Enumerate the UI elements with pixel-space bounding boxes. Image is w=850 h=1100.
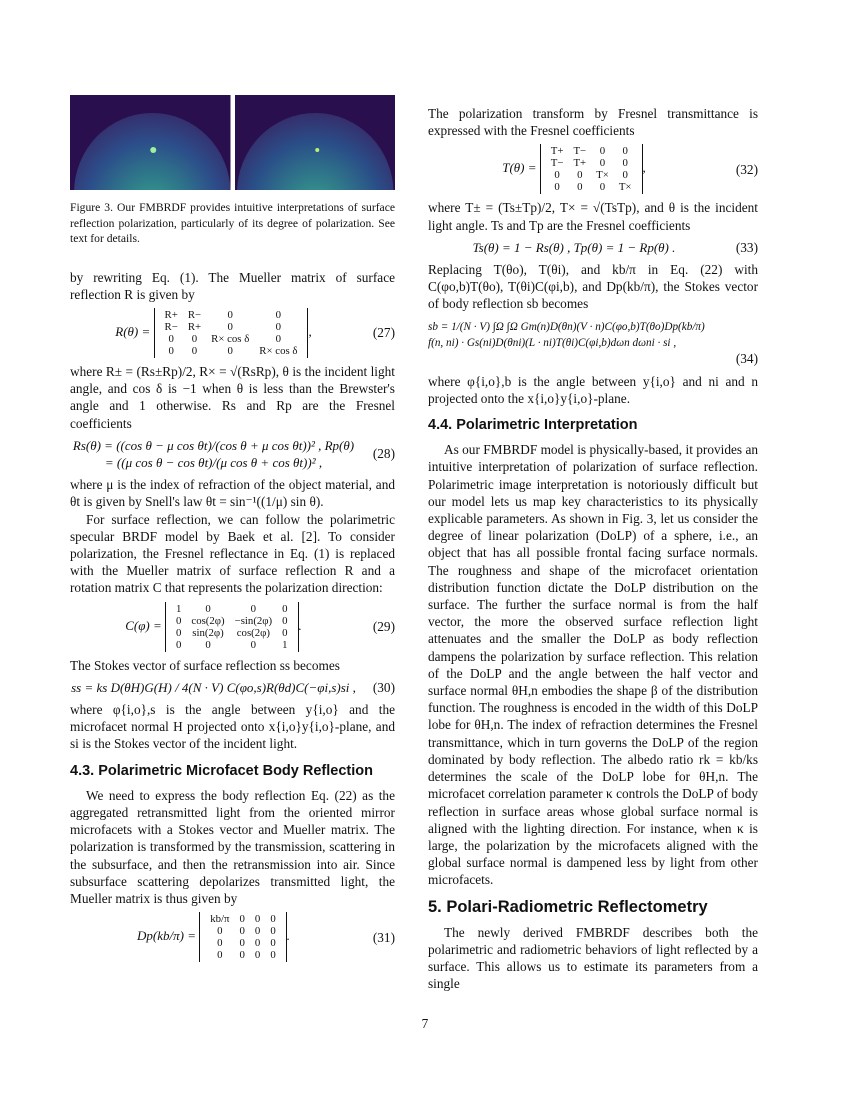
matrix-cell: 0 xyxy=(254,949,261,962)
matrix-cell: 0 xyxy=(554,181,560,194)
matrix-cell: 0 xyxy=(227,344,233,357)
matrix-cell: 0 xyxy=(599,145,606,158)
matrix-cell: 0 xyxy=(191,332,198,345)
equation-lhs: R(θ) = xyxy=(115,323,151,339)
matrix-cell: R+ xyxy=(187,320,202,333)
matrix-cell: T+ xyxy=(550,145,564,158)
matrix-cell: T− xyxy=(573,145,587,158)
matrix-cell: 1 xyxy=(282,638,288,651)
matrix-cell: 0 xyxy=(282,626,288,639)
matrix-cell: 0 xyxy=(275,332,282,345)
equation-lhs: T(θ) = xyxy=(502,160,537,176)
right-column xyxy=(428,105,758,993)
matrix-cell: 0 xyxy=(250,638,257,651)
figure-panel-right xyxy=(235,95,396,190)
paragraph-text: For surface reflection, we can follow the polarimetric specular BRDF model by Baek et al. [2]. To consider polarization, the Fresnel reflectance in Eq. (1) is replaced with the Mueller matrix of surface reflection R and a rotation matrix C that represents the polarization direction: xyxy=(70,511,395,596)
section-heading: 4.4. Polarimetric Interpretation xyxy=(428,417,638,434)
matrix-cell: 0 xyxy=(254,925,261,938)
matrix-cell: 0 xyxy=(217,925,223,938)
paragraph-text: As our FMBRDF model is physically-based, it provides an intuitive interpretation of polarization of surface reflection. Polarimetric image interpretation is notoriously difficult but our model lets us map key characteristics to its physically explicable parameters. As shown in Fig. 3, let us consider the degree of linear polarization (DoLP) of a sphere, i.e., an object that has all possible frontal facing surface normals. The roughness and shape of the microfacet orientation distribution function dictate the DoLP distribution on the surface. The further the surface normal is from the half vector, the more the observed surface reflection light attenuates and the smaller the DoLP as body reflection dampens the polarization by surface reflection. This relation of the DoLP and the angle between the half vector and surface normal θH,n embodies the shape β of the distribution function. The roughness is encoded in the width of this DoLP lobe for θH,n. The index of refraction determines the Fresnel transmittance, which in turn governs the DoLP of the region dominated by body reflection. The albedo ratio rk = kb/ks determines the scale of the DoLP lobe for θH,n. The microfacet correlation parameter κ controls the DoLP of body reflection in surface areas whose global surface normal is aligned with the lighting direction. For instance, when κ is large, the polarization by the microfacets aligned with the global surface normal is dampened less by light from other microfacets. xyxy=(428,442,758,888)
left-column xyxy=(70,95,395,967)
matrix-cell: 0 xyxy=(239,913,245,926)
matrix-cell: 0 xyxy=(275,320,282,333)
matrix-cell: 0 xyxy=(205,638,211,651)
equation-number: (33) xyxy=(735,239,758,255)
matrix-cell: T× xyxy=(596,169,609,182)
matrix-cell: 0 xyxy=(599,181,606,194)
paragraph xyxy=(428,441,758,888)
matrix-cell: R− xyxy=(164,320,178,333)
matrix-cell: 1 xyxy=(176,602,182,615)
matrix-c xyxy=(165,602,299,652)
equation-number: (30) xyxy=(372,679,395,695)
equation-line: sb = 1/(N · V) ∫Ω ∫Ω Gm(n)D(θn)(V · n)C(φo,b)T(θo)Dp(kb/π) xyxy=(428,320,705,333)
matrix-cell: R+ xyxy=(164,308,178,321)
paragraph: The Stokes vector of surface reflection ss becomes xyxy=(70,657,340,673)
matrix-r xyxy=(154,308,309,358)
section-heading: 5. Polari-Radiometric Reflectometry xyxy=(428,897,708,916)
matrix-cell: 0 xyxy=(191,344,198,357)
matrix-cell: R− xyxy=(187,308,202,321)
matrix-cell: 0 xyxy=(577,169,583,182)
matrix-cell: 0 xyxy=(217,949,223,962)
equation-body: Ts(θ) = 1 − Rs(θ) , Tp(θ) = 1 − Rp(θ) . xyxy=(472,239,676,255)
matrix-cell: T− xyxy=(550,157,564,170)
matrix-cell: 0 xyxy=(599,157,606,170)
matrix-cell: 0 xyxy=(270,925,276,938)
equation-31: Dp(kb/π) = kb/π 0 0 0 0 0 0 0 0 0 0 0 0 0 0 0 . (31) xyxy=(137,913,395,962)
equation-34 xyxy=(428,319,758,367)
matrix-cell: −sin(2φ) xyxy=(234,614,273,627)
equation-number: (32) xyxy=(735,161,758,177)
paragraph: where T± = (Ts±Tp)/2, T× = √(TsTp), and θ is the incident light angle. Ts and Tp are the Fresnel coefficients xyxy=(428,200,758,233)
matrix-cell: cos(2φ) xyxy=(236,626,270,639)
paragraph: Replacing T(θo), T(θi), and kb/π in Eq. (22) with C(φo,b)T(θo), T(θi)C(φi,b), and Dp(kb/π), the Stokes vector of body reflection sb becomes xyxy=(428,262,758,312)
figure-caption: Figure 3. Our FMBRDF provides intuitive interpretations of surface reflection polarization, particularly of its degree of polarization. See text for details. xyxy=(70,201,395,245)
matrix-cell: 0 xyxy=(239,949,245,962)
matrix-cell: 0 xyxy=(270,937,276,950)
paragraph: The polarization transform by Fresnel transmittance is expressed with the Fresnel coefficients xyxy=(428,106,758,139)
matrix-cell: sin(2φ) xyxy=(192,626,224,639)
equation-30 xyxy=(70,679,395,696)
matrix-cell: 0 xyxy=(176,626,182,639)
matrix-cell: T× xyxy=(618,181,632,194)
matrix-cell: 0 xyxy=(168,332,174,345)
equation-28 xyxy=(70,437,395,471)
equation-33 xyxy=(428,239,758,256)
matrix-cell: 0 xyxy=(227,320,233,333)
equation-number: (34) xyxy=(735,350,758,366)
paragraph xyxy=(70,787,395,907)
matrix-cell: 0 xyxy=(282,614,288,627)
paragraph: where φ{i,o},s is the angle between y{i,o} and the microfacet normal H projected onto x{i,o}y{i,o}-plane, and si is the Stokes vector of the incident light. xyxy=(70,701,395,752)
paragraph xyxy=(428,924,758,993)
matrix-cell: 0 xyxy=(217,937,223,950)
equation-number: (31) xyxy=(372,929,395,945)
equation-lhs: Dp(kb/π) = xyxy=(137,928,196,944)
paragraph-text: We need to express the body reflection Eq. (22) as the aggregated retransmitted light from the oriented mirror microfacets with a Stokes vector and Mueller matrix. The polarization is transformed by the transmission, scattering in the subsurface, and then the retransmission into air. Since subsurface scattering depolarizes transmitted light, the Mueller matrix is thus given by xyxy=(70,787,395,906)
matrix-cell: 0 xyxy=(239,925,245,938)
paragraph: where R± = (Rs±Rp)/2, R× = √(RsRp), θ is the incident light angle, and cos δ is −1 when θ is less than the Brewster's angle and 1 otherwise. Rs and Rp are the Fresnel coefficients xyxy=(70,363,395,431)
equation-body: Rs(θ) = ((cos θ − μ cos θt)/(cos θ + μ cos θt))² , Rp(θ) = ((μ cos θ − cos θt)/(μ cos θ + cos θt))² , xyxy=(72,437,355,470)
matrix-cell: 0 xyxy=(227,308,233,321)
matrix-t xyxy=(540,144,643,194)
matrix-cell: cos(2φ) xyxy=(191,614,225,627)
matrix-cell: 0 xyxy=(254,913,261,926)
equation-body: ss = ks D(θH)G(H) / 4(N · V) C(φo,s)R(θd)C(−φi,s)si , xyxy=(71,679,356,695)
matrix-cell: 0 xyxy=(622,145,628,158)
matrix-cell: R× cos δ xyxy=(211,332,250,345)
matrix-cell: 0 xyxy=(205,602,211,615)
matrix-cell: 0 xyxy=(622,169,628,182)
matrix-cell: 0 xyxy=(554,169,560,182)
matrix-cell: 0 xyxy=(275,308,282,321)
matrix-cell: 0 xyxy=(270,949,276,962)
equation-32: T(θ) = T+ T− 0 0 T− T+ 0 0 0 0 T× 0 0 0 0 T× , (32) xyxy=(502,145,758,194)
matrix-cell: 0 xyxy=(577,181,583,194)
matrix-cell: 0 xyxy=(176,614,182,627)
figure-3 xyxy=(70,95,395,190)
matrix-cell: 0 xyxy=(176,638,182,651)
equation-29: C(φ) = 1 0 0 0 0 cos(2φ) −sin(2φ) 0 0 sin(2φ) cos(2φ) 0 0 0 0 1 . (29) xyxy=(125,602,395,651)
paragraph: by rewriting Eq. (1). The Mueller matrix of surface reflection R is given by xyxy=(70,269,395,302)
matrix-cell: 0 xyxy=(270,913,276,926)
matrix-cell: kb/π xyxy=(210,913,230,926)
paragraph: where φ{i,o},b is the angle between y{i,o} and ni and n projected onto the x{i,o}y{i,o}-plane. xyxy=(428,373,758,406)
matrix-cell: 0 xyxy=(622,157,628,170)
matrix-cell: 0 xyxy=(282,602,288,615)
paragraph-text: The newly derived FMBRDF describes both the polarimetric and radiometric behaviors of light reflected by a surface. This allows us to estimate its parameters from a single xyxy=(428,924,758,992)
paragraph: where μ is the index of refraction of the object material, and θt is given by Snell's law θt = sin⁻¹((1/μ) sin θ). xyxy=(70,477,395,510)
equation-number: (27) xyxy=(372,325,395,341)
page-number: 7 xyxy=(421,1016,429,1031)
equation-line: f(n, ni) · Gs(ni)D(θni)(L · ni)T(θi)C(φi,b)dωn dωni · si , xyxy=(428,336,677,349)
matrix-cell: 0 xyxy=(254,937,261,950)
equation-number: (28) xyxy=(372,446,395,462)
matrix-cell: R× cos δ xyxy=(259,344,298,357)
matrix-cell: T+ xyxy=(573,157,587,170)
paragraph xyxy=(70,511,395,597)
equation-number: (29) xyxy=(372,618,395,634)
section-heading: 4.3. Polarimetric Microfacet Body Reflection xyxy=(70,762,373,779)
figure-panel-left xyxy=(70,95,231,190)
equation-27: R(θ) = R+ R− 0 0 R− R+ 0 0 0 0 R× cos δ 0 0 0 0 R× cos δ , (27) xyxy=(115,308,395,357)
equation-lhs: C(φ) = xyxy=(125,617,162,633)
matrix-cell: 0 xyxy=(250,602,257,615)
matrix-cell: 0 xyxy=(168,344,174,357)
matrix-cell: 0 xyxy=(239,937,245,950)
matrix-dp xyxy=(199,912,286,962)
